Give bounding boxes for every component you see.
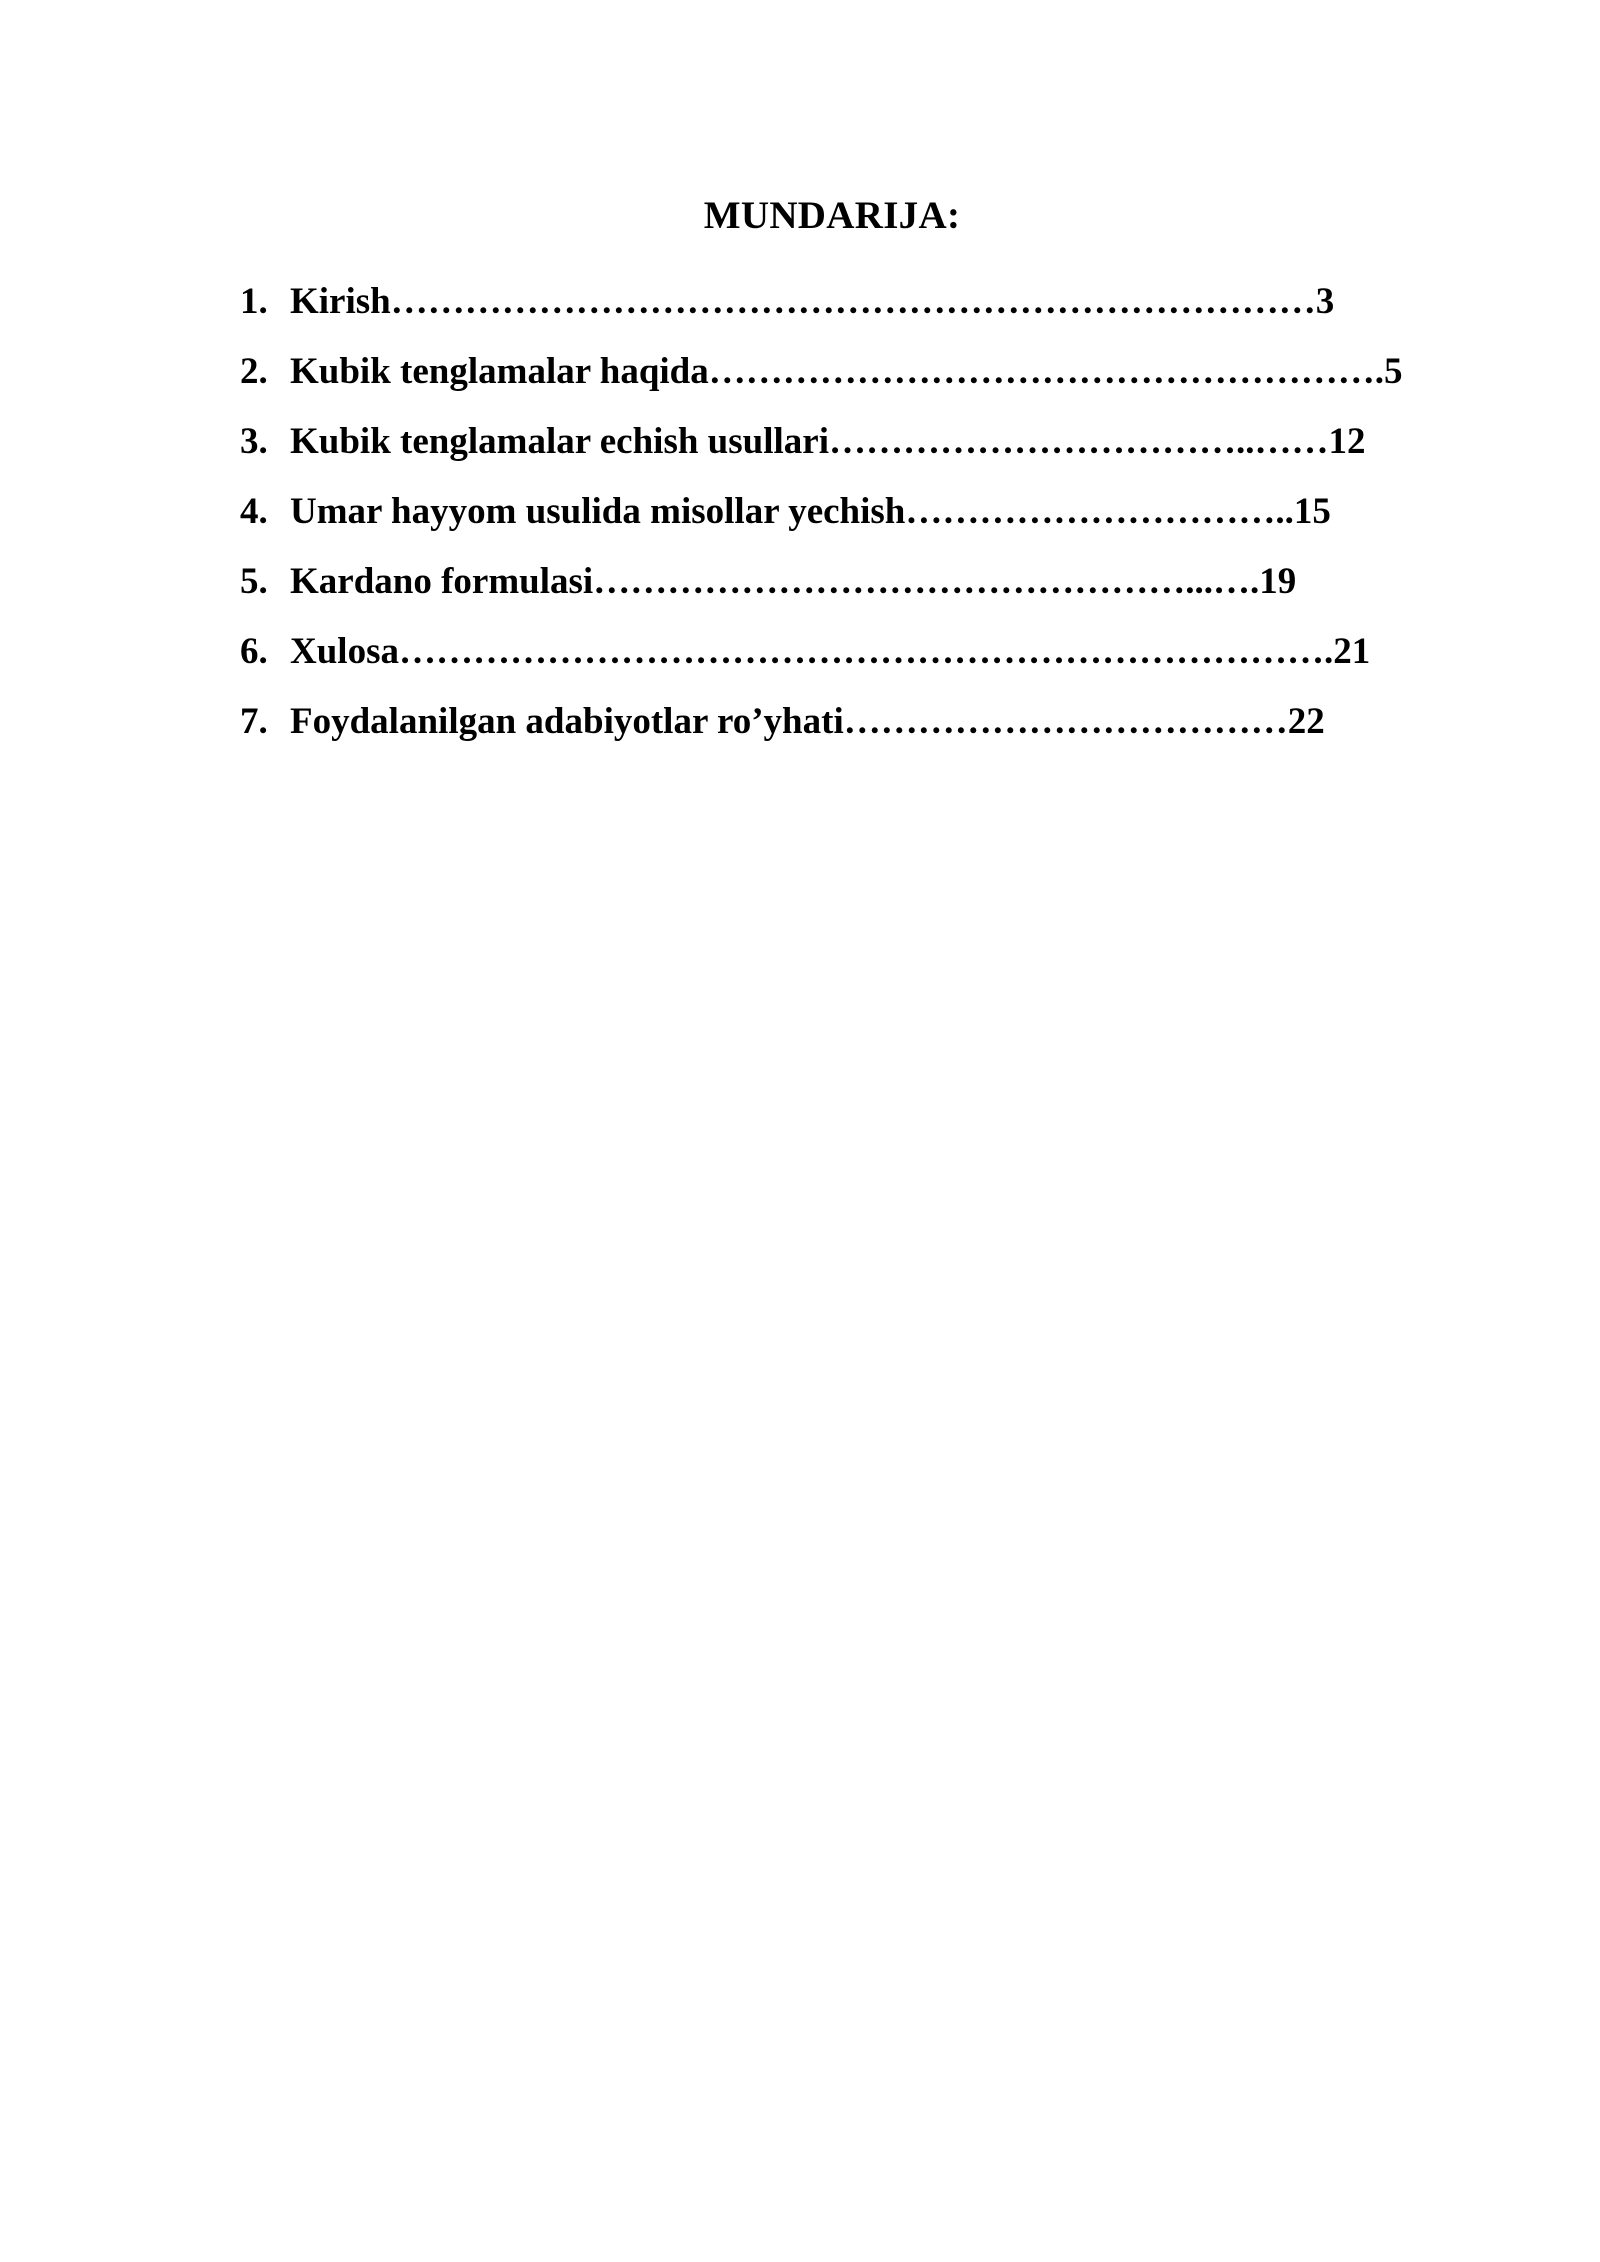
toc-entry-6 <box>240 628 1440 698</box>
toc-entry-number: 6. <box>240 631 268 672</box>
toc-entry-number: 5. <box>240 561 268 602</box>
toc-entry-leader: …………………………………………...…. <box>593 561 1260 602</box>
toc-entry-page: 21 <box>1333 631 1371 672</box>
toc-entry-leader: ………………………….. <box>905 491 1294 532</box>
toc-entry-leader: ……………………………… <box>843 701 1288 742</box>
toc-entry-7 <box>240 698 1440 768</box>
toc-entry-title: Foydalanilgan adabiyotlar ro’yhati <box>290 701 844 742</box>
toc-entry-title: Kubik tenglamalar echish usullari <box>290 421 829 462</box>
toc-entry-number: 2. <box>240 351 268 392</box>
toc-entry-title: Kubik tenglamalar haqida <box>290 351 709 392</box>
toc-entry-page: 5 <box>1384 351 1403 392</box>
toc-entry-leader: ……………………………..…… <box>829 421 1329 462</box>
toc-entry-4 <box>240 488 1440 558</box>
toc-entry-page: 22 <box>1287 701 1325 742</box>
toc-entry-1 <box>240 278 1440 348</box>
toc-entry-page: 15 <box>1293 491 1331 532</box>
toc-entry-2 <box>240 348 1440 418</box>
toc-entry-title: Umar hayyom usulida misollar yechish <box>290 491 906 532</box>
toc-entry-leader: ………………………………………………………………… <box>390 281 1316 322</box>
toc-entry-number: 3. <box>240 421 268 462</box>
toc-entry-number: 1. <box>240 281 268 322</box>
toc-entry-leader: ………………………………………………. <box>708 351 1385 392</box>
toc-entry-title: Xulosa <box>290 631 399 672</box>
toc-entry-number: 7. <box>240 701 268 742</box>
toc-entry-page: 12 <box>1328 421 1366 462</box>
toc-entry-number: 4. <box>240 491 268 532</box>
toc-entry-5 <box>240 558 1440 628</box>
toc-title: MUNDARIJA: <box>703 194 961 237</box>
toc-entry-page: 19 <box>1259 561 1297 602</box>
toc-entry-title: Kirish <box>290 281 391 322</box>
toc-entry-3 <box>240 418 1440 488</box>
table-of-contents <box>240 278 1440 768</box>
toc-entry-page: 3 <box>1315 281 1335 322</box>
toc-entry-title: Kardano formulasi <box>290 561 594 602</box>
toc-entry-leader: …………………………………………………………………. <box>398 631 1334 672</box>
